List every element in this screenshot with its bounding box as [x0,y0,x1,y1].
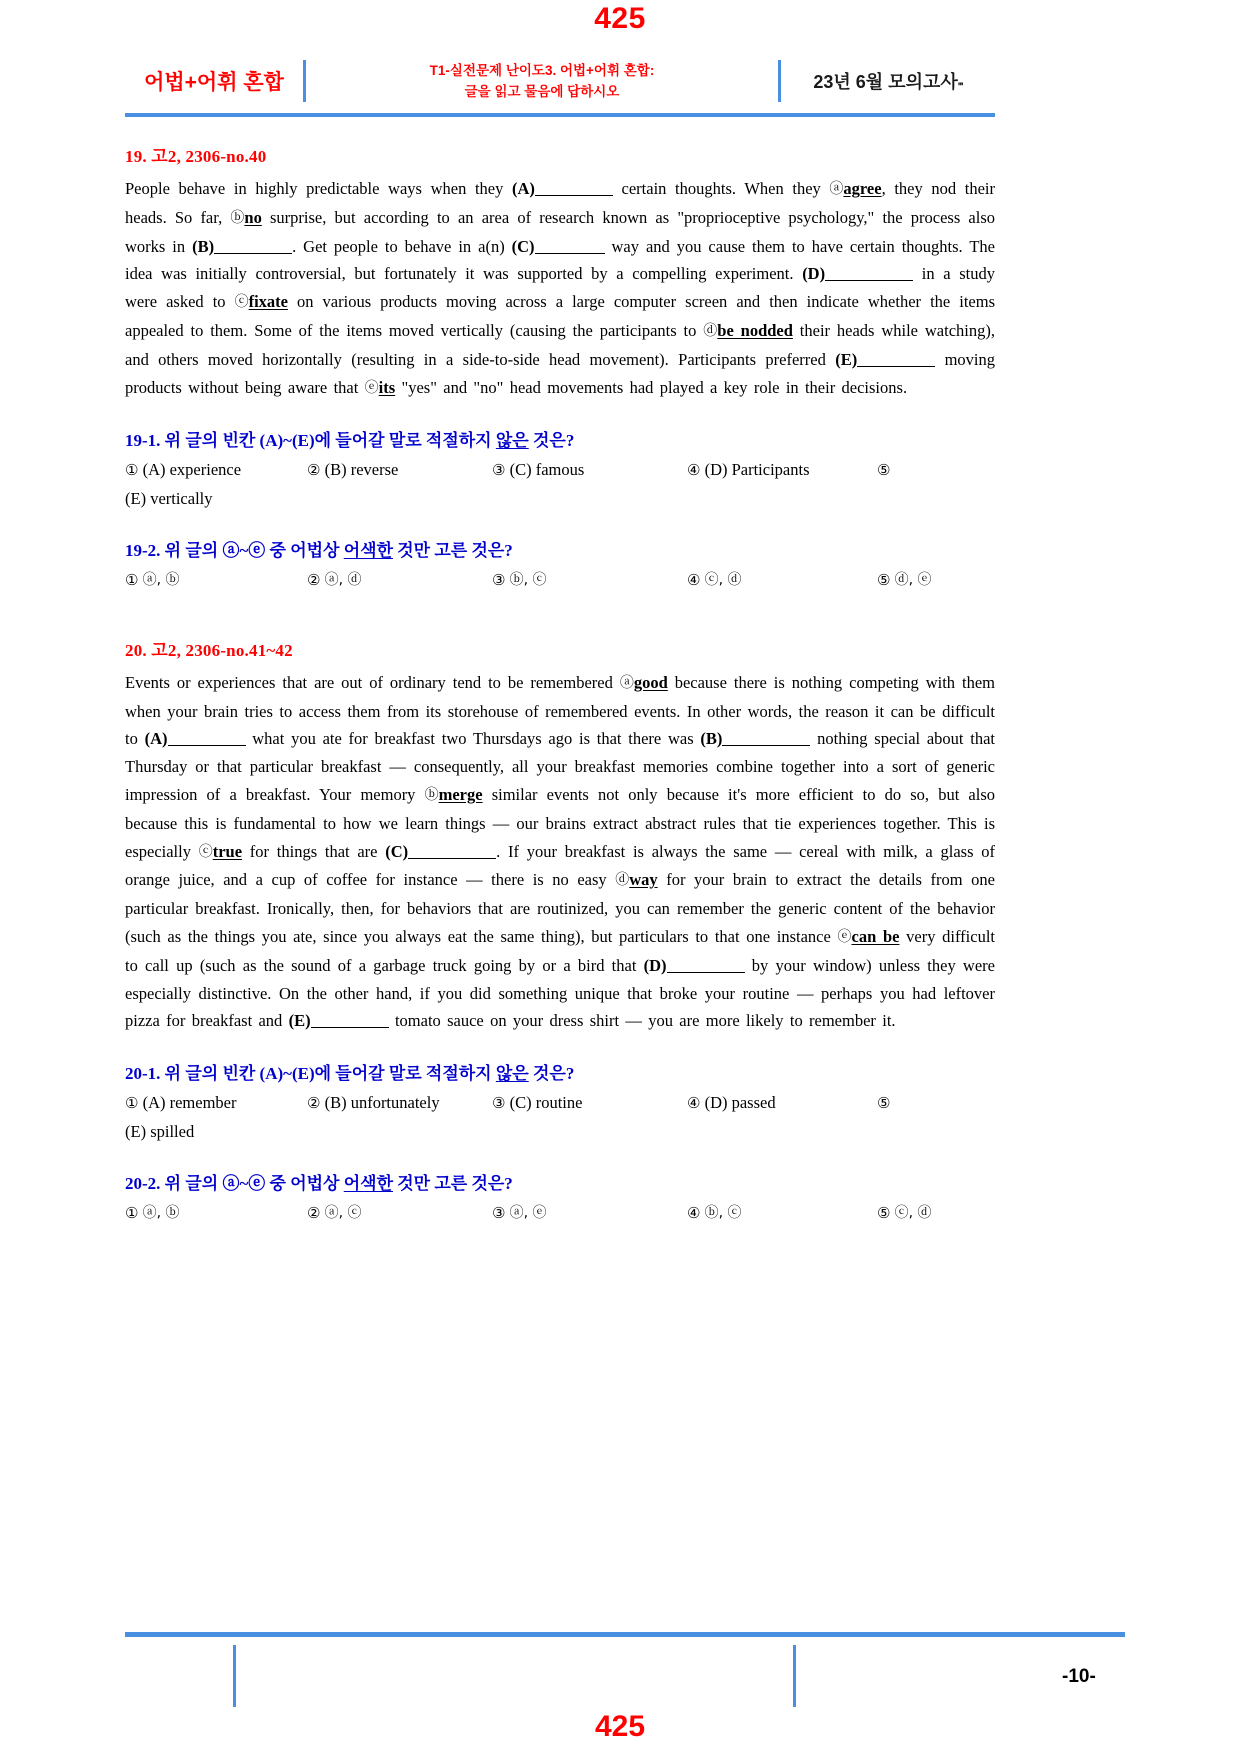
choice-label: (C) famous [509,460,585,480]
prompt-text: 위 글의 빈칸 (A)~(E)에 들어갈 말로 적절하지 [160,1064,496,1084]
circled-letter-b-icon: ⓑ [424,787,439,804]
choice-number: ③ [492,1204,506,1223]
passage-text: way and you cause them to have certain thoughts. The idea was initially controversial, but fortunately it was supported by a compelling experiment. [125,236,995,284]
prompt-underlined: 않은 [495,1064,529,1084]
choice-option[interactable] [492,456,687,485]
circled-letter-c-icon: ⓒ [234,294,249,311]
choice-option-continued[interactable] [125,1118,194,1146]
marked-word-b: merge [438,785,483,805]
passage-text: in a study were asked to [125,264,996,312]
choice-label: (B) unfortunately [324,1093,440,1113]
circled-letter-e-icon: ⓔ [837,929,852,946]
question-19-passage [125,175,995,402]
circled-letter-a-icon: ⓐ [619,674,634,691]
choice-label: (A) remember [142,1093,237,1113]
blank-line-e [857,351,935,367]
passage-text: tomato sauce on your dress shirt — you are more likely to remember it. [388,1011,896,1031]
choice-number: ④ [687,461,701,480]
blank-label-a: (A) [144,729,168,749]
sub-question-19-2-label: 19-2. [125,541,161,561]
choice-option[interactable] [125,1199,307,1228]
choice-label: (C) routine [509,1093,583,1113]
sub-question-19-1-prompt [125,428,995,454]
worksheet-content [125,145,995,1228]
header-title-line2: 글을 읽고 물음에 답하시오 [464,84,620,99]
choice-option[interactable] [687,566,877,595]
marked-word-e: its [378,377,396,397]
blank-label-e: (E) [835,349,858,369]
prompt-text: 것은? [528,1064,575,1084]
blank-line-c [408,843,496,859]
choice-option[interactable] [307,1199,492,1228]
header-exam-label [781,68,995,94]
question-block-20 [125,639,995,1228]
choice-number: ⑤ [877,461,891,480]
passage-text: their heads while watching), and others moved horizontally (resulting in a side-to-side head movement). Participants preferred [125,320,995,369]
blank-line-b [214,238,292,254]
marked-word-a: agree [843,179,882,198]
prompt-text: 위 글의 ⓐ~ⓔ 중 어법상 [160,541,344,561]
passage-text: for your brain to extract the details from one particular breakfast. Ironically, then, for behaviors that are routinized, you can remember the generic content of the behavior (such as the things you ate, since you always eat the same thing), but particulars to that one instance [125,870,996,947]
sub-question-20-1-label: 20-1. [125,1064,161,1084]
choice-label: ⓑ, ⓒ [509,572,547,589]
sub-question-19-1-label: 19-1. [125,431,161,451]
passage-text: surprise, but according to an area of research known as "proprioceptive psychology," the process also works in [125,207,995,256]
prompt-underlined: 어색한 [343,1174,393,1194]
choice-number: ② [307,571,321,590]
footer-rule [125,1632,1125,1637]
passage-text: People behave in highly predictable ways when they [125,179,512,198]
choice-option-continued[interactable] [125,485,213,513]
header-title [306,60,778,102]
blank-line-e [311,1012,389,1028]
choice-label: (E) vertically [125,488,213,508]
marked-word-d: way [629,870,658,890]
choice-number: ③ [492,571,506,590]
choice-row-wrapped [125,1118,995,1146]
choice-option[interactable] [687,456,877,485]
blank-label-e: (E) [288,1011,311,1031]
marked-word-e: can be [851,927,900,947]
circled-letter-d-icon: ⓓ [703,322,718,339]
choice-option[interactable] [687,1199,877,1228]
choice-number: ④ [687,571,701,590]
choice-label: (B) reverse [324,460,399,480]
choice-number: ② [307,1204,321,1223]
passage-text: . If your breakfast is always the same — cereal with milk, a glass of orange juice, and a cup of coffee for instance — there is no easy [125,841,995,890]
circled-letter-a-icon: ⓐ [829,181,844,197]
choice-row [125,566,995,595]
passage-text: "yes" and "no" head movements had played a key role in their decisions. [395,377,908,397]
header-exam-text: 23년 6월 모의고사 [813,72,958,92]
passage-text: because there is nothing competing with them when your brain tries to access them from its storehouse of remembered events. In other words, the reason it can be difficult to [125,672,995,749]
question-20-title: 20. 고2, 2306-no.41~42 [125,640,293,660]
circled-letter-e-icon: ⓔ [364,379,379,396]
blank-label-c: (C) [385,841,409,861]
choice-option[interactable] [492,566,687,595]
passage-text: nothing special about that Thursday or that particular breakfast — consequently, all your breakfast memories combine together into a sort of generic impression of a breakfast. Your memory [125,729,995,805]
passage-text: very difficult to call up (such as the sound of a garbage truck going by or a bird that [125,927,995,975]
choice-label: ⓒ, ⓓ [704,572,742,589]
circled-letter-d-icon: ⓓ [615,872,630,889]
prompt-text: 것은? [528,431,575,451]
choice-row [125,1089,995,1118]
section-spacer [125,595,995,639]
passage-text: by your window) unless they were especially distinctive. On the other hand, if you did something unique that broke your routine — perhaps you had leftover pizza for breakfast and [125,955,995,1031]
choice-number: ④ [687,1094,701,1113]
sub-question-20-2-label: 20-2. [125,1174,161,1194]
choice-label: ⓓ, ⓔ [894,572,932,589]
choice-label: ⓐ, ⓓ [324,572,362,589]
choice-option[interactable] [877,566,931,595]
choice-number: ② [307,1094,321,1113]
prompt-text: 위 글의 ⓐ~ⓔ 중 어법상 [160,1174,344,1194]
choice-option[interactable] [307,566,492,595]
header-subject-label: 어법+어휘 혼합 [144,71,284,94]
header-rule [125,113,995,117]
prompt-underlined: 않은 [495,431,529,451]
choice-number: ② [307,461,321,480]
choice-number: ① [125,571,139,590]
choice-row [125,456,995,485]
blank-label-b: (B) [192,236,215,256]
marked-word-b: no [244,207,262,227]
choice-row [125,1199,995,1228]
choice-label: ⓐ, ⓔ [509,1205,547,1222]
prompt-underlined: 어색한 [343,541,393,561]
blank-line-d [667,957,745,973]
choice-label: ⓐ, ⓒ [324,1205,362,1222]
sub-question-20-2-choices [125,1199,995,1228]
choice-number: ③ [492,461,506,480]
passage-text: what you ate for breakfast two Thursdays ago is that there was [245,729,701,749]
choice-option[interactable] [492,1199,687,1228]
prompt-text: 위 글의 빈칸 (A)~(E)에 들어갈 말로 적절하지 [160,431,496,451]
choice-label: ⓐ, ⓑ [142,572,180,589]
footer-page-number: -10- [1062,1666,1096,1687]
page-marker-bottom: 425 [594,1710,646,1743]
choice-option[interactable] [307,1089,492,1118]
blank-line-a [168,730,246,746]
choice-label: ⓑ, ⓒ [704,1205,742,1222]
choice-option[interactable] [125,456,307,485]
choice-number: ① [125,1094,139,1113]
question-block-19 [125,145,995,595]
blank-line-d [825,265,913,281]
page-header [125,52,995,110]
passage-text: similar events not only because it's more efficient to do so, but also because this is fundamental to how we learn things — our brains extract abstract rules that tie experiences together. This is especially [125,785,996,861]
circled-letter-b-icon: ⓑ [230,209,245,226]
footer-tick-right [793,1645,796,1707]
blank-label-c: (C) [511,236,535,256]
choice-number: ⑤ [877,1094,891,1113]
choice-number: ⑤ [877,571,891,590]
marked-word-d: be nodded [717,320,793,340]
blank-line-c [535,238,605,254]
sub-question-19-1-choices [125,456,995,512]
blank-label-d: (D) [643,955,667,975]
blank-label-b: (B) [700,729,723,749]
choice-option[interactable] [125,1089,307,1118]
choice-label: ⓒ, ⓓ [894,1205,932,1222]
choice-number: ③ [492,1094,506,1113]
choice-label: (E) spilled [125,1121,195,1141]
sub-question-19-2-choices [125,566,995,595]
choice-option-number-only[interactable] [877,456,977,485]
choice-number: ① [125,461,139,480]
choice-number: ⑤ [877,1204,891,1223]
passage-text: . Get people to behave in a(n) [292,236,512,256]
header-title-line1: T1-실전문제 난이도3. 어법+어휘 혼합: [429,63,655,78]
question-20-passage [125,669,995,1035]
page-marker-top: 425 [594,2,646,35]
choice-label: ⓐ, ⓑ [142,1205,180,1222]
question-19-title: 19. 고2, 2306-no.40 [125,147,267,166]
prompt-text: 것만 고른 것은? [393,1174,513,1194]
header-exam-tail: ''' [957,81,963,93]
choice-option[interactable] [687,1089,877,1118]
passage-text: on various products moving across a large computer screen and then indicate whether the items appealed to them. Some of the items moved vertically (causing the participants to [125,292,996,340]
blank-line-a [535,180,613,196]
passage-text: for things that are [242,841,386,861]
circled-letter-c-icon: ⓒ [198,843,213,860]
passage-text: Events or experiences that are out of ordinary tend to be remembered [125,672,620,692]
choice-option[interactable] [125,566,307,595]
choice-number: ④ [687,1204,701,1223]
sub-question-20-2-prompt [125,1171,995,1197]
choice-option[interactable] [492,1089,687,1118]
marked-word-a: good [633,672,668,692]
passage-text: moving products without being aware that [125,349,995,397]
choice-option-number-only[interactable] [877,1089,977,1118]
choice-option[interactable] [307,456,492,485]
blank-label-a: (A) [512,179,535,198]
choice-option[interactable] [877,1199,931,1228]
prompt-text: 것만 고른 것은? [393,541,513,561]
footer-tick-left [233,1645,236,1707]
passage-text: , they nod their heads. So far, [125,179,995,227]
passage-text: certain thoughts. When they [612,179,830,198]
sub-question-19-2-prompt [125,538,995,564]
choice-row-wrapped [125,485,995,513]
choice-label: (D) Participants [704,460,810,480]
sub-question-20-1-choices [125,1089,995,1145]
blank-line-b [722,730,810,746]
sub-question-20-1-prompt [125,1061,995,1087]
choice-label: (A) experience [142,460,242,480]
choice-label: (D) passed [704,1093,776,1113]
choice-number: ① [125,1204,139,1223]
marked-word-c: true [212,841,243,861]
marked-word-c: fixate [248,292,288,312]
blank-label-d: (D) [802,264,826,284]
